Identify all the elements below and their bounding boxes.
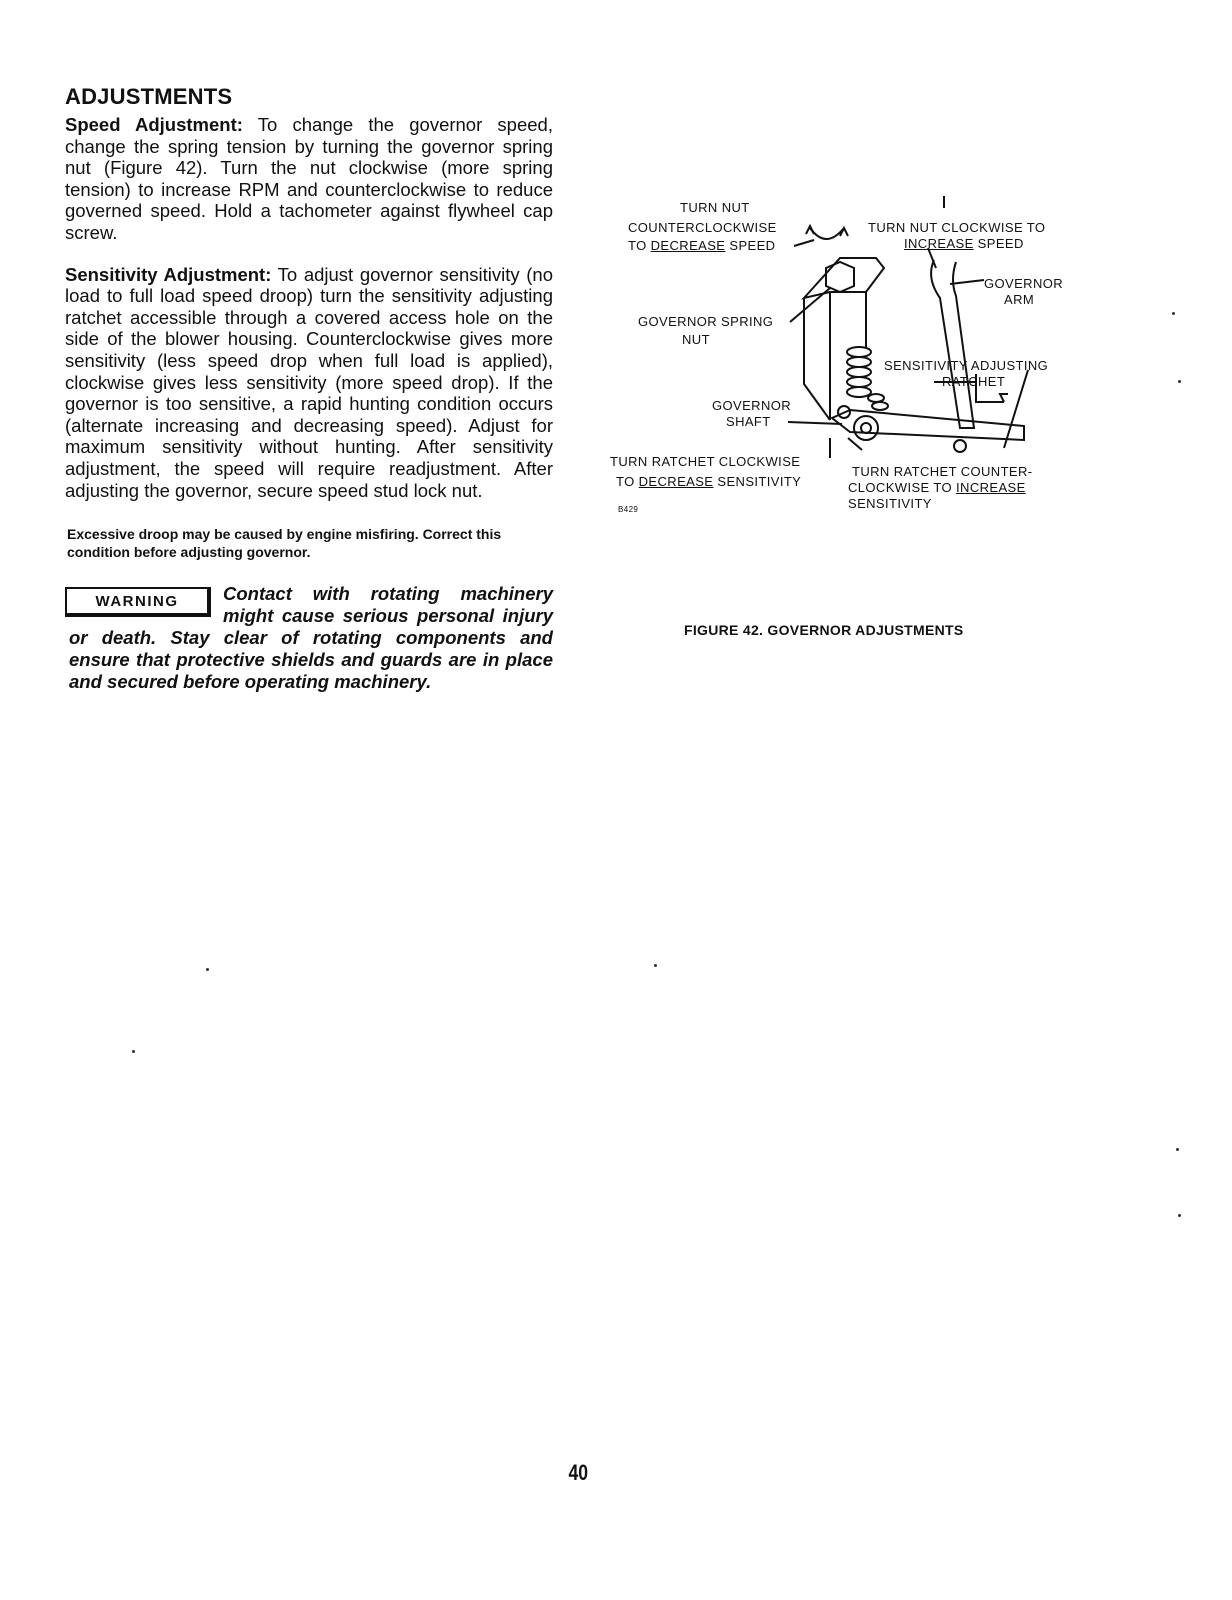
spring-nut: [826, 262, 854, 292]
ccw-arrowhead: [806, 226, 814, 234]
label-ratchet-2: RATCHET: [942, 374, 1006, 389]
governor-figure: [604, 188, 1084, 528]
label-turn-nut: TURN NUT: [680, 200, 750, 215]
warning-text: Contact with rotating machinery might cause serious personal injury or death. Stay clear of rotating components and ensure that protective shields and guards are in place and secured before operating machinery.: [69, 583, 553, 693]
figure-code: B429: [618, 505, 639, 514]
sensitivity-adjustment-lead: Sensitivity Adjustment:: [65, 263, 272, 285]
scan-speck: [1176, 1148, 1179, 1151]
label-ratchet-counter: TURN RATCHET COUNTER-: [852, 464, 1033, 479]
sensitivity-adjustment-text: To adjust governor sensitivity (no load to full load speed droop) turn the sensitivity adjusting ratchet accessible through a covered access hole on the side of the blower housing. Counterclockwise gives more sensitivity (less speed drop when full load is applied), clockwise gives less sensitivity (more speed drop). If the governor is too sensitive, a rapid hunting condition occurs (alternate increasing and decreasing speed). Adjust for maximum sensitivity without hunting. After sensitivity adjustment, the speed will require readjustment. After adjusting the governor, secure speed stud lock nut.: [65, 263, 553, 501]
label-governor-shaft-1: GOVERNOR: [712, 398, 792, 413]
label-increase-speed: INCREASE SPEED: [904, 236, 1024, 251]
shaft-link: [832, 410, 1024, 440]
label-governor-shaft-2: SHAFT: [726, 414, 771, 429]
sensitivity-adjustment-paragraph: [65, 264, 553, 502]
scan-speck: [1178, 1214, 1181, 1217]
scan-speck: [1172, 312, 1175, 315]
governor-shaft: [854, 416, 878, 440]
governor-arm: [931, 260, 974, 428]
scan-speck: [206, 968, 209, 971]
label-spring-nut-2: NUT: [682, 332, 710, 347]
speed-adjustment-paragraph: [65, 114, 553, 244]
warning-block: [65, 583, 553, 693]
speed-adjustment-text: To change the governor speed, change the spring tension by turning the governor spring nut (Figure 42). Turn the nut clockwise (more spring tension) to increase RPM and counterclockwise to reduce governed speed. Hold a tachometer against flywheel cap screw.: [65, 114, 553, 243]
label-decrease-sensitivity: TO DECREASE SENSITIVITY: [616, 474, 802, 489]
label-spring-nut-1: GOVERNOR SPRING: [638, 314, 774, 329]
label-decrease-speed: TO DECREASE SPEED: [628, 238, 776, 253]
label-ratchet-1: SENSITIVITY ADJUSTING: [884, 358, 1049, 373]
sensitivity-ratchet: [954, 440, 966, 452]
scan-speck: [654, 964, 657, 967]
label-governor-arm-1: GOVERNOR: [984, 276, 1064, 291]
label-increase-sensitivity: CLOCKWISE TO INCREASE: [848, 480, 1026, 495]
label-governor-arm-2: ARM: [1004, 292, 1035, 307]
label-turn-nut-clockwise: TURN NUT CLOCKWISE TO: [868, 220, 1046, 235]
figure-caption: FIGURE 42. GOVERNOR ADJUSTMENTS: [684, 622, 964, 638]
cw-arrowhead: [840, 228, 848, 236]
label-sensitivity: SENSITIVITY: [848, 496, 932, 511]
page-number: 40: [568, 1460, 589, 1485]
ccw-rotation-arrow: [810, 228, 844, 239]
droop-note: Excessive droop may be caused by engine misfiring. Correct this condition before adjusting governor.: [67, 526, 502, 561]
text-column: [65, 84, 553, 693]
label-counterclockwise: COUNTERCLOCKWISE: [628, 220, 777, 235]
scan-speck: [132, 1050, 135, 1053]
section-heading: ADJUSTMENTS: [65, 84, 233, 109]
warning-label: WARNING: [65, 587, 211, 617]
governor-spring: [847, 347, 888, 410]
speed-adjustment-lead: Speed Adjustment:: [65, 114, 243, 135]
scan-speck: [1178, 380, 1181, 383]
label-ratchet-clockwise: TURN RATCHET CLOCKWISE: [610, 454, 801, 469]
